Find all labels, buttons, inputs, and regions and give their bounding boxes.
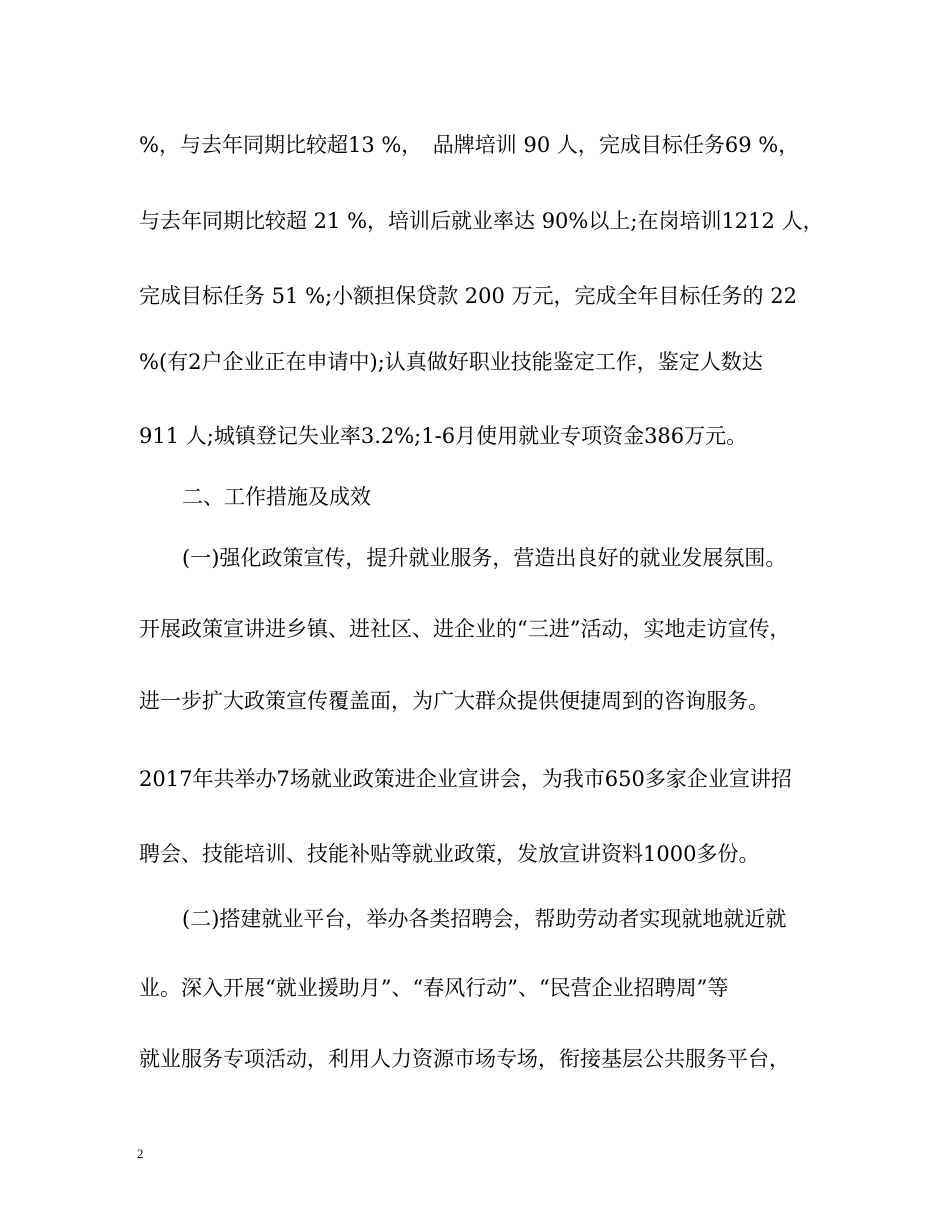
text-line-3: 完成目标任务 51 %;小额担保贷款 200 万元，完成全年目标任务的 22 [139, 284, 797, 308]
text-line-5: 911 人;城镇登记失业率3.2%;1-6月使用就业专项资金386万元。 [139, 424, 748, 448]
text-line-11: 聘会、技能培训、技能补贴等就业政策，发放宣讲资料1000多份。 [139, 842, 760, 866]
page-number: 2 [137, 1146, 144, 1161]
text-line-9: 进一步扩大政策宣传覆盖面，为广大群众提供便捷周到的咨询服务。 [139, 689, 769, 713]
section-heading: 二、工作措施及成效 [182, 485, 371, 509]
text-line-10: 2017年共举办7场就业政策进企业宣讲会，为我市650多家企业宣讲招 [139, 767, 792, 791]
text-line-4: %(有2户企业正在申请中);认真做好职业技能鉴定工作，鉴定人数达 [139, 350, 763, 374]
text-line-13: 业。深入开展“就业援助月”、“春风行动”、“民营企业招聘周”等 [139, 976, 729, 1000]
text-line-8: 开展政策宣讲进乡镇、进社区、进企业的“三进”活动，实地走访宣传， [139, 617, 791, 641]
text-line-2: 与去年同期比较超 21 %，培训后就业率达 90%以上;在岗培训1212 人， [139, 209, 824, 233]
subsection-heading-1: (一)强化政策宣传，提升就业服务，营造出良好的就业发展氛围。 [182, 546, 787, 570]
subsection-heading-2: (二)搭建就业平台，举办各类招聘会，帮助劳动者实现就地就近就 [182, 907, 787, 931]
text-line-1: %，与去年同期比较超13 %， 品牌培训 90 人，完成目标任务69 %， [139, 133, 800, 157]
text-line-14: 就业服务专项活动，利用人力资源市场专场，衔接基层公共服务平台， [139, 1047, 790, 1071]
